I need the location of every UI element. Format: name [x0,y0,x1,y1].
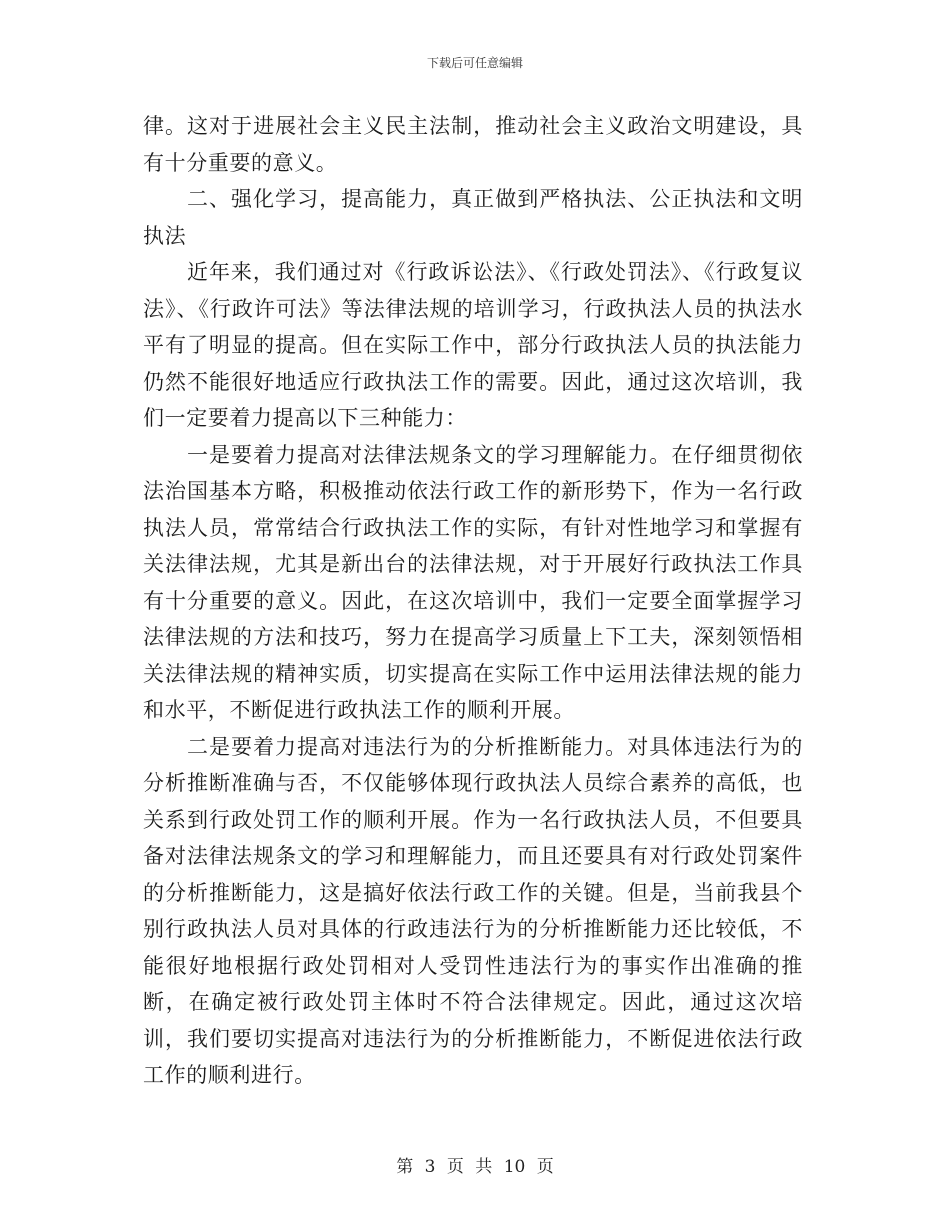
page-header: 下载后可任意编辑 [426,56,523,70]
paragraph: 律。这对于进展社会主义民主法制，推动社会主义政治文明建设，具有十分重要的意义。 [143,114,803,175]
paragraph: 近年来，我们通过对《行政诉讼法》、《行政处罚法》、《行政复议法》、《行政许可法》等法律法规的培训学习，行政执法人员的执法水平有了明显的提高。但在实际工作中，部分行政执法人员的执法能力仍然不能很好地适应行政执法工作的需要。因此，通过这次培训，我们一定要着力提高以下三种能力： [143,260,803,430]
paragraph: 二是要着力提高对违法行为的分析推断能力。对具体违法行为的分析推断准确与否，不仅能够体现行政执法人员综合素养的高低，也关系到行政处罚工作的顺利开展。作为一名行政执法人员，不但要具备对法律法规条文的学习和理解能力，而且还要具有对行政处罚案件的分析推断能力，这是搞好依法行政工作的关键。但是，当前我县个别行政执法人员对具体的行政违法行为的分析推断能力还比较低，不能很好地根据行政处罚相对人受罚性违法行为的事实作出准确的推断，在确定被行政处罚主体时不符合法律规定。因此，通过这次培训，我们要切实提高对违法行为的分析推断能力，不断促进依法行政工作的顺利进行。 [143,734,803,1087]
section-heading: 二、强化学习，提高能力，真正做到严格执法、公正执法和文明执法 [143,187,803,248]
paragraph: 一是要着力提高对法律法规条文的学习理解能力。在仔细贯彻依法治国基本方略，积极推动依法行政工作的新形势下，作为一名行政执法人员，常常结合行政执法工作的实际，有针对性地学习和掌握有关法律法规，尤其是新出台的法律法规，对于开展好行政执法工作具有十分重要的意义。因此，在这次培训中，我们一定要全面掌握学习法律法规的方法和技巧，努力在提高学习质量上下工夫，深刻领悟相关法律法规的精神实质，切实提高在实际工作中运用法律法规的能力和水平，不断促进行政执法工作的顺利开展。 [143,442,803,722]
page-number: 第 3 页 共 10 页 [396,1157,554,1177]
document-body [143,108,803,1094]
